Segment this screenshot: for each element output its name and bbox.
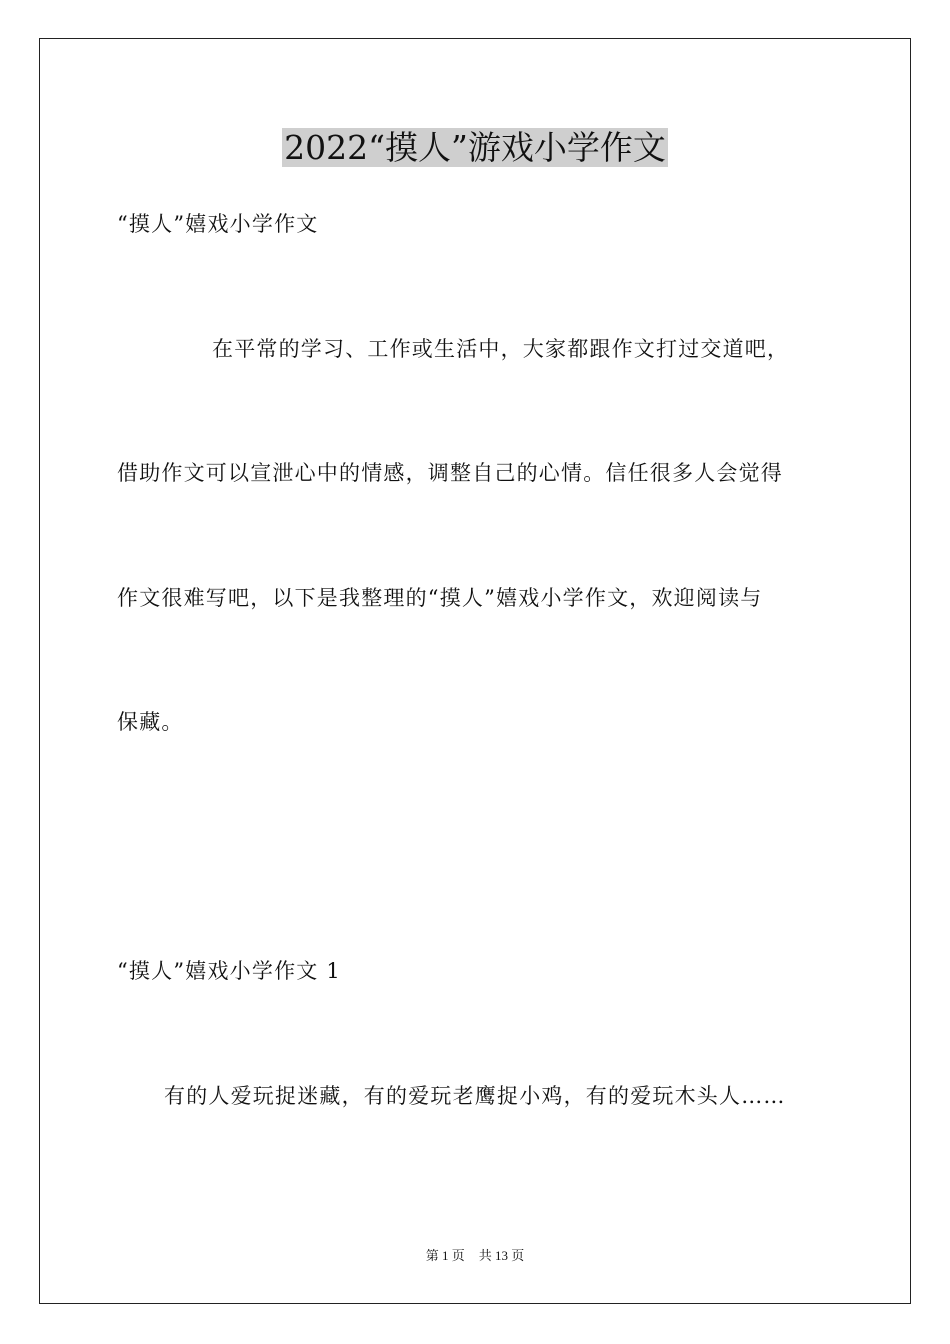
section-paragraph-line-1: 有的人爱玩捉迷藏，有的爱玩老鹰捉小鸡，有的爱玩木头人…… <box>164 1084 786 1108</box>
intro-paragraph-line-4: 保藏。 <box>117 710 184 734</box>
page-footer <box>0 1247 950 1265</box>
page-number: 第 1 页 <box>425 1248 465 1263</box>
document-subtitle: “摸人”嬉戏小学作文 <box>117 212 319 236</box>
intro-paragraph-line-1: 在平常的学习、工作或生活中，大家都跟作文打过交道吧， <box>212 337 790 361</box>
document-title <box>0 126 950 170</box>
intro-paragraph-line-3: 作文很难写吧，以下是我整理的“摸人”嬉戏小学作文，欢迎阅读与 <box>117 586 763 610</box>
intro-paragraph-line-2: 借助作文可以宣泄心中的情感，调整自己的心情。信任很多人会觉得 <box>117 461 783 485</box>
section-heading: “摸人”嬉戏小学作文 1 <box>117 959 341 983</box>
document-title-text: 2022“摸人”游戏小学作文 <box>284 128 666 167</box>
page-total: 共 13 页 <box>478 1248 525 1263</box>
